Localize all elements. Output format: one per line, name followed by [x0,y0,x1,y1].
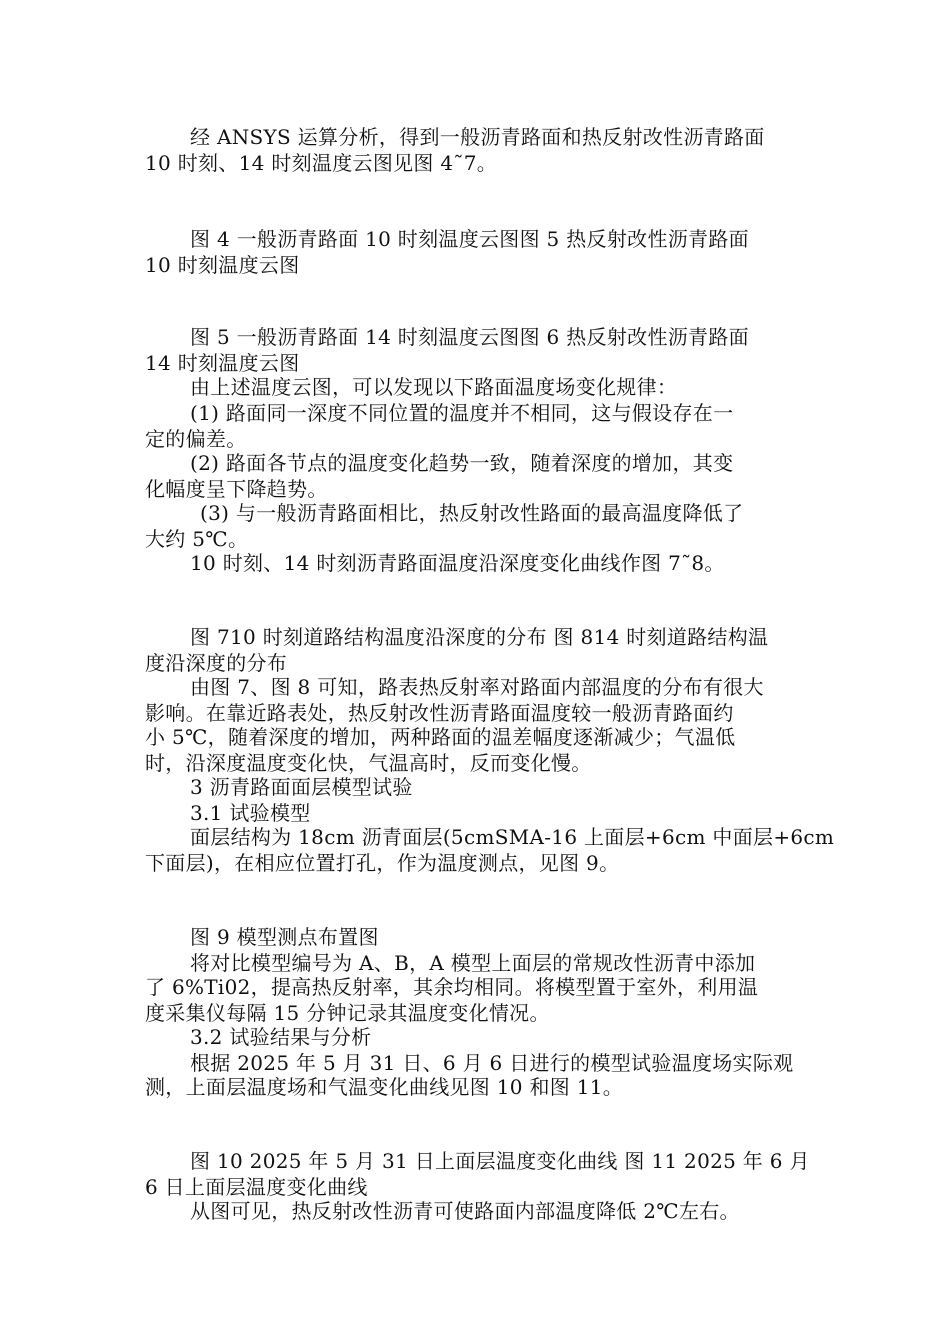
paragraph-line: 小 5℃，随着深度的增加，两种路面的温差幅度逐渐减少；气温低 [145,725,736,749]
paragraph-line: 面层结构为 18cm 沥青面层(5cmSMA-16 上面层+6cm 中面层+6cm [190,825,835,849]
paragraph-line: 了 6%Ti02，提高热反射率，其余均相同。将模型置于室外，利用温 [145,975,759,999]
list-item: 化幅度呈下降趋势。 [145,477,328,501]
subsection-heading: 3.1 试验模型 [190,801,311,825]
paragraph-line: 10 时刻、14 时刻温度云图见图 4˜7。 [145,151,498,175]
figure-caption: 图 10 2025 年 5 月 31 日上面层温度变化曲线 图 11 2025 年 6 月 [190,1149,810,1173]
section-heading: 3 沥青路面面层模型试验 [190,775,413,799]
paragraph-line: 影响。在靠近路表处，热反射改性沥青路面温度较一般沥青路面约 [145,701,734,725]
figure-caption: 图 9 模型测点布置图 [190,925,379,949]
paragraph-line: 10 时刻、14 时刻沥青路面温度沿深度变化曲线作图 7˜8。 [190,551,725,575]
paragraph-line: 时，沿深度温度变化快，气温高时，反而变化慢。 [145,751,592,775]
list-item: (3) 与一般沥青路面相比，热反射改性路面的最高温度降低了 [200,501,744,525]
paragraph-line: 度采集仪每隔 15 分钟记录其温度变化情况。 [145,1001,550,1025]
figure-caption: 6 日上面层温度变化曲线 [145,1175,368,1199]
list-item: (1) 路面同一深度不同位置的温度并不相同，这与假设存在一 [190,401,734,425]
figure-caption: 图 4 一般沥青路面 10 时刻温度云图图 5 热反射改性沥青路面 [190,227,749,251]
figure-caption: 图 5 一般沥青路面 14 时刻温度云图图 6 热反射改性沥青路面 [190,325,749,349]
list-item: (2) 路面各节点的温度变化趋势一致，随着深度的增加，其变 [190,451,734,475]
paragraph-line: 下面层)，在相应位置打孔，作为温度测点，见图 9。 [145,851,620,875]
paragraph-line: 根据 2025 年 5 月 31 日、6 月 6 日进行的模型试验温度场实际观 [190,1051,794,1075]
paragraph-line: 将对比模型编号为 A、B，A 模型上面层的常规改性沥青中添加 [190,951,756,975]
subsection-heading: 3.2 试验结果与分析 [190,1025,372,1049]
list-item: 定的偏差。 [145,427,247,451]
figure-caption: 图 710 时刻道路结构温度沿深度的分布 图 814 时刻道路结构温 [190,625,769,649]
list-item: 大约 5℃。 [145,527,249,551]
figure-caption: 14 时刻温度云图 [145,351,300,375]
paragraph-line: 由上述温度云图，可以发现以下路面温度场变化规律： [190,375,678,399]
paragraph-line: 从图可见，热反射改性沥青可使路面内部温度降低 2℃左右。 [190,1199,740,1223]
paragraph-line: 由图 7、图 8 可知，路表热反射率对路面内部温度的分布有很大 [190,675,764,699]
paragraph-line: 经 ANSYS 运算分析，得到一般沥青路面和热反射改性沥青路面 [190,125,765,149]
figure-caption: 10 时刻温度云图 [145,253,300,277]
figure-caption: 度沿深度的分布 [145,651,288,675]
paragraph-line: 测，上面层温度场和气温变化曲线见图 10 和图 11。 [145,1075,624,1099]
